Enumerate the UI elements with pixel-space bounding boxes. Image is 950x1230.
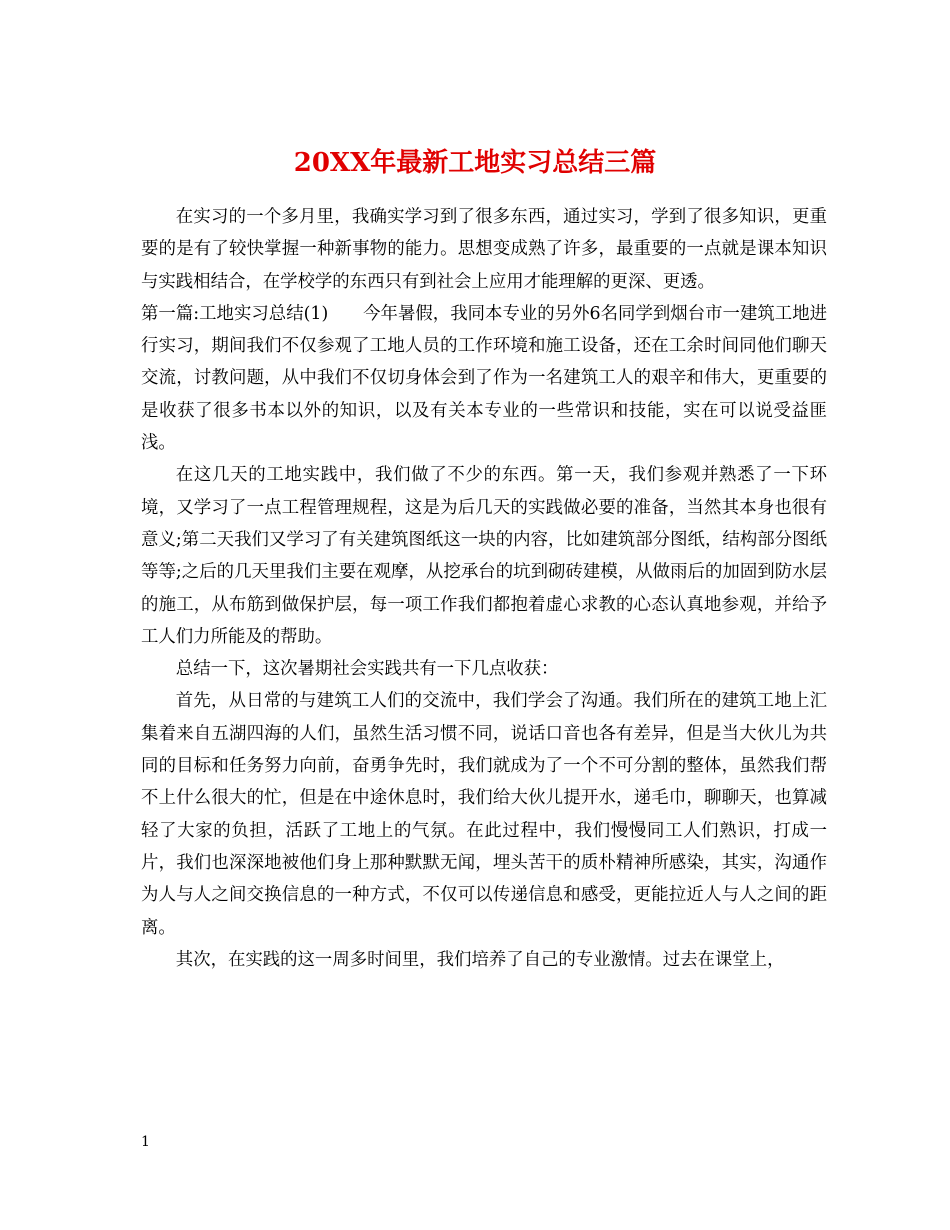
paragraph-section-one: 第一篇:工地实习总结(1) 今年暑假，我同本专业的另外6名同学到烟台市一建筑工地进行实习，期间我们不仅参观了工地人员的工作环境和施工设备，还在工余时间同他们聊天交流，讨教问题，从中我们不仅切身体会到了作为一名建筑工人的艰辛和伟大，更重要的是收获了很多书本以外的知识，以及有关本专业的一些常识和技能，实在可以说受益匪浅。 <box>141 303 827 454</box>
document-body <box>141 201 827 976</box>
document-title: 20XX年最新工地实习总结三篇 <box>293 148 657 179</box>
paragraph-practice: 在这几天的工地实践中，我们做了不少的东西。第一天，我们参观并熟悉了一下环境，又学习了一点工程管理规程，这是为后几天的实践做必要的准备，当然其本身也很有意义;第二天我们又学习了有关建筑图纸这一块的内容，比如建筑部分图纸，结构部分图纸等等;之后的几天里我们主要在观摩，从挖承台的坑到砌砖建模，从做雨后的加固到防水层的施工，从布筋到做保护层，每一项工作我们都抱着虚心求教的心态认真地参观，并给予工人们力所能及的帮助。 <box>141 465 827 647</box>
paragraph-intro: 在实习的一个多月里，我确实学习到了很多东西，通过实习，学到了很多知识，更重要的是有了较快掌握一种新事物的能力。思想变成熟了许多，最重要的一点就是课本知识与实践相结合，在学校学的东西只有到社会上应用才能理解的更深、更透。 <box>141 207 827 292</box>
paragraph-summary: 总结一下，这次暑期社会实践共有一下几点收获： <box>175 659 559 680</box>
paragraph-first-gain: 首先，从日常的与建筑工人们的交流中，我们学会了沟通。我们所在的建筑工地上汇集着来自五湖四海的人们，虽然生活习惯不同，说话口音也各有差异，但是当大伙儿为共同的目标和任务努力向前，奋勇争先时，我们就成为了一个不可分割的整体，虽然我们帮不上什么很大的忙，但是在中途休息时，我们给大伙儿提开水，递毛巾，聊聊天，也算减轻了大家的负担，活跃了工地上的气氛。在此过程中，我们慢慢同工人们熟识，打成一片，我们也深深地被他们身上那种默默无闻，埋头苦干的质朴精神所感染，其实，沟通作为人与人之间交换信息的一种方式，不仅可以传递信息和感受，更能拉近人与人之间的距离。 <box>141 691 827 938</box>
paragraph-second-gain: 其次，在实践的这一周多时间里，我们培养了自己的专业激情。过去在课堂上， <box>175 949 785 970</box>
page-number: 1 <box>141 1134 150 1150</box>
